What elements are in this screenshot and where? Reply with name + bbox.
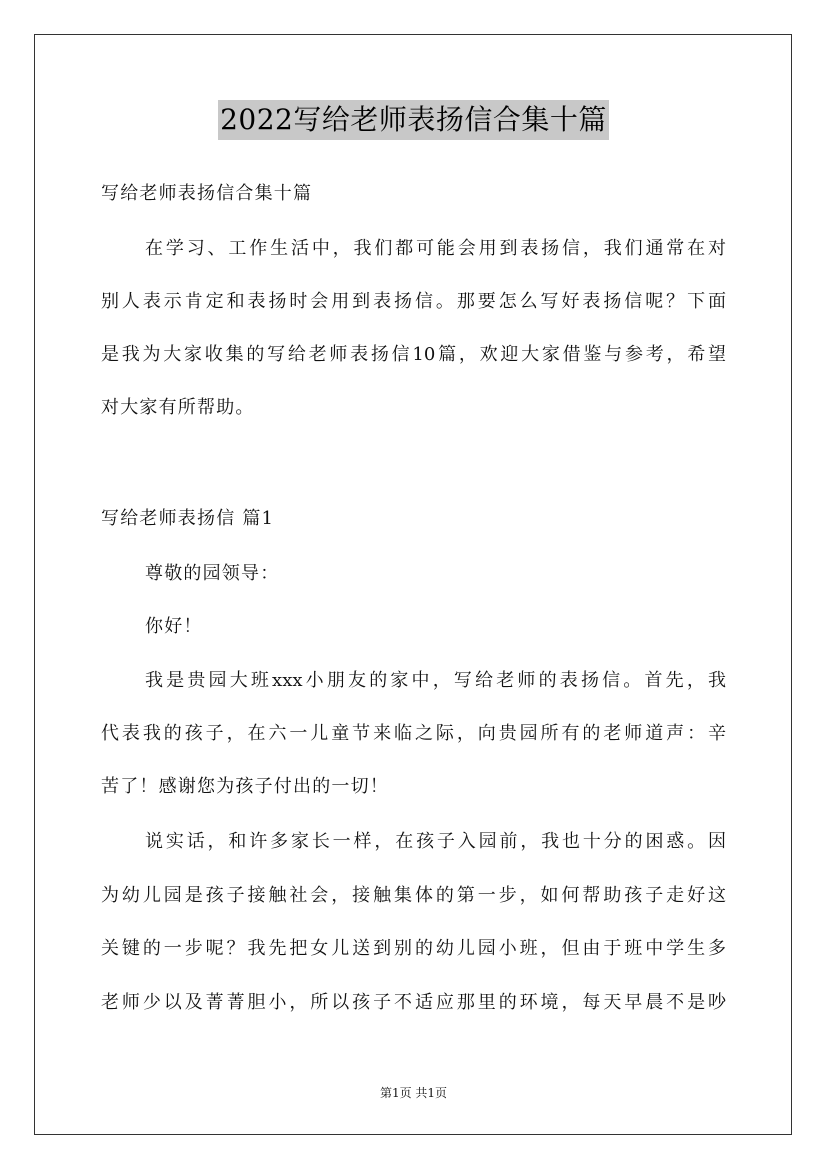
para1-line-2: 代表我的孩子，在六一儿童节来临之际，向贵园所有的老师道声：辛 (101, 723, 726, 744)
para2-line-2: 为幼儿园是孩子接触社会，接触集体的第一步，如何帮助孩子走好这 (101, 885, 726, 906)
title-container (0, 100, 827, 140)
intro-line-4: 对大家有所帮助。 (101, 397, 255, 418)
salutation: 尊敬的园领导： (145, 563, 280, 584)
para1-line-1: 我是贵园大班xxx小朋友的家中，写给老师的表扬信。首先，我 (145, 670, 726, 691)
section-heading: 写给老师表扬信 篇1 (101, 508, 275, 529)
intro-line-2: 别人表示肯定和表扬时会用到表扬信。那要怎么写好表扬信呢？下面 (101, 291, 726, 312)
para2-line-3: 关键的一步呢？我先把女儿送到别的幼儿园小班，但由于班中学生多 (101, 938, 726, 959)
intro-line-3: 是我为大家收集的写给老师表扬信10篇，欢迎大家借鉴与参考，希望 (101, 344, 726, 365)
para2-line-4: 老师少以及菁菁胆小，所以孩子不适应那里的环境，每天早晨不是吵 (101, 992, 726, 1013)
para2-line-1: 说实话，和许多家长一样，在孩子入园前，我也十分的困惑。因 (145, 831, 726, 852)
intro-line-1: 在学习、工作生活中，我们都可能会用到表扬信，我们通常在对 (145, 238, 726, 259)
para1-line-3: 苦了！感谢您为孩子付出的一切！ (101, 776, 389, 797)
page-number-footer: 第1页 共1页 (379, 1086, 448, 1100)
greeting: 你好！ (145, 616, 203, 637)
document-title: 2022写给老师表扬信合集十篇 (218, 100, 609, 140)
document-subtitle: 写给老师表扬信合集十篇 (101, 183, 313, 204)
